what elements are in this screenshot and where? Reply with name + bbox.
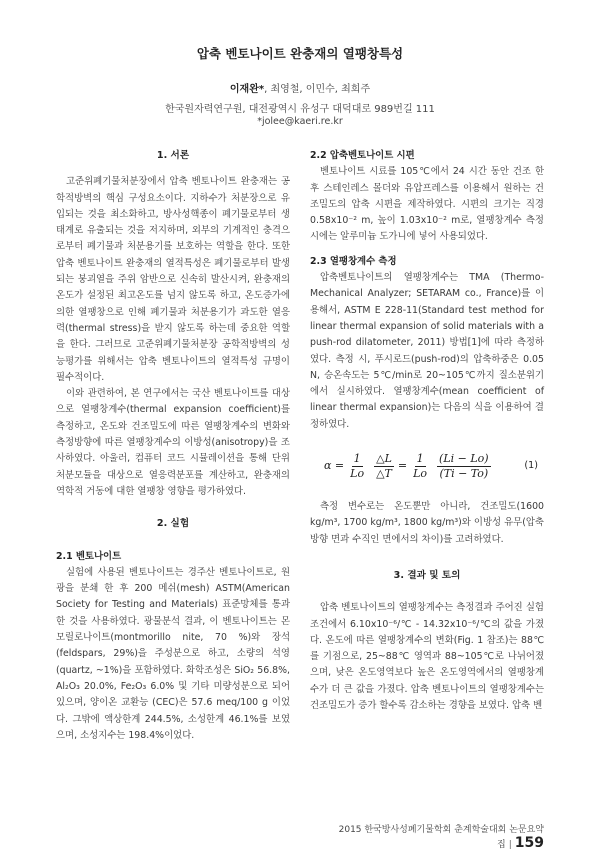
subsection-2-3-paragraph: 압축벤토나이트의 열팽창계수는 TMA (Thermo-Mechanical Analyzer; SETARAM co., France)를 이용해서, ASTM E 228-11(Standard test method for linear thermal expansion of solid materials with a push-rod dilatometer, 2011) 방법[1]에 따라 측정하였다. 측정 시, 푸시로드(push-rod)의 압축하중은 0.05 N, 승온속도는 5℃/min로 20~105℃까지 질소분위기에서 실시하였다. 열팽창계수(mean coefficient of linear thermal expansion)는 다음의 식을 이용하여 결정하였다. xyxy=(310,272,544,430)
subsection-heading-2-1: 2.1 벤토나이트 xyxy=(56,550,122,562)
co-authors: , 최영철, 이민수, 최희주 xyxy=(264,84,371,95)
section-heading-intro: 1. 서론 xyxy=(156,150,190,161)
footer-text: 2015 한국방사성폐기물학회 춘계학술대회 논문요약집 xyxy=(338,825,544,850)
equation-equals: = xyxy=(397,458,408,472)
right-column xyxy=(310,148,544,714)
subsection-2-2-paragraph: 벤토나이트 시료를 105℃에서 24 시간 동안 건조 한 후 스테인레스 몰더와 유압프레스를 이용해서 원하는 건조밀도의 압축 시편을 제작하였다. 시편의 크기는 직경 0.58x10⁻² m, 높이 1.03x10⁻² m로, 열팽창계수 측정 시에는 알루미늄 도가니에 넣어 사용되었다. xyxy=(310,166,544,243)
page-footer xyxy=(300,822,544,851)
section-heading-results: 3. 결과 및 토의 xyxy=(393,569,461,581)
page-number: 159 xyxy=(514,835,544,851)
fraction-1-over-lo-2: $\frac{1}{Lo}$ xyxy=(413,451,428,480)
affiliation: 한국원자력연구원, 대전광역시 유성구 대덕대로 989번길 111 xyxy=(165,104,435,115)
intro-paragraph-2: 이와 관련하여, 본 연구에서는 국산 벤토나이트를 대상으로 열팽창계수(thermal expansion coefficient)를 측정하고, 온도와 건조밀도에 따른 열팽창계수의 변화와 측정방향에 따른 열팽창계수의 이방성(anisotropy)을 조사하였다. 아울러, 컴퓨터 코드 시뮬레이션을 통해 단위 처분모듈을 대상으로 열응력분포를 계산하고, 완충재의 역학적 거동에 대한 열팽창 영향을 평가하였다. xyxy=(56,388,290,497)
fraction-1-over-lo: $\frac{1}{Lo}$ xyxy=(350,451,365,480)
equation-alpha: α = xyxy=(324,458,345,472)
subsection-heading-2-2: 2.2 압축벤토나이트 시편 xyxy=(310,150,415,161)
authors xyxy=(0,80,600,95)
subsection-2-3-paragraph-2: 측정 변수로는 온도뿐만 아니라, 건조밀도(1600 kg/m³, 1700 kg/m³, 1800 kg/m³)와 이방성 유무(압축방향 면과 수직인 면에서의 차이)를 고려하였다. xyxy=(310,501,544,545)
fraction-dl-over-dt: $\frac{\triangle L}{\triangle T}$ xyxy=(376,451,392,480)
subsection-heading-2-3: 2.3 열팽창계수 측정 xyxy=(310,255,397,267)
intro-paragraph-1: 고준위폐기물처분장에서 압축 벤토나이트 완충재는 공학적방벽의 핵심 구성요소이다. 지하수가 처분장으로 유입되는 것을 최소화하고, 방사성핵종이 폐기물로부터 생태계로 유출되는 것을 저지하며, 외부의 기계적인 충격으로부터 폐기물과 처분용기를 보호하는 역할을 한다. 또한 압축 벤토나이트 완충재의 열적특성은 폐기물로부터 발생되는 붕괴열을 주위 암반으로 신속히 발산시켜, 완충재의 온도가 설정된 최고온도를 넘지 않도록 하고, 온도증가에 의한 열팽창으로 인해 폐기물과 처분용기가 과도한 열응력(thermal stress)을 받지 않도록 하는데 중요한 역할을 한다. 그러므로 고준위폐기물처분장 공학적방벽의 성능평가를 위해서는 압축 벤토나이트의 열적특성 규명이 필수적이다. xyxy=(56,176,290,383)
page-title: 압축 벤토나이트 완충재의 열팽창특성 xyxy=(196,46,404,61)
subsection-2-1-paragraph: 실험에 사용된 벤토나이트는 경주산 벤토나이트로, 원광을 분쇄 한 후 200 메쉬(mesh) ASTM(American Society for Testing and Materials) 표준망체를 통과한 것을 사용하였다. 광물분석 결과, 이 벤토나이트는 몬모릴로나이트(montmorillo nite, 70 %)와 장석(feldspars, 29%)을 주성분으로 하고, 소량의 석영 (quartz, ~1%)을 포함하였다. 화학조성은 SiO₂ 56.8%, Al₂O₃ 20.0%, Fe₂O₃ 6.0% 및 기타 미량성분으로 되어 있으며, 양이온 교환능 (CEC)은 57.6 meq/100 g 이었다. 그밖에 액상한계 244.5%, 소성한계 46.1%를 보였으며, 소성지수는 198.4%이었다. xyxy=(56,566,290,741)
section-heading-experiment: 2. 실험 xyxy=(156,518,190,530)
lead-author: 이재완* xyxy=(229,84,265,95)
equation-number: (1) xyxy=(524,459,538,471)
fraction-length-over-temp: $\frac{(Li - Lo)}{(Ti - To)}$ xyxy=(439,451,489,480)
results-paragraph: 압축 벤토나이트의 열팽창계수는 측정결과 주어진 실험조건에서 6.10x10⁻⁶/℃ - 14.32x10⁻⁶/℃의 값을 가졌다. 온도에 따른 열팽창계수의 변화(Fig. 1 참조)는 88℃를 기점으로, 25~88℃ 영역과 88~105℃로 나뉘어졌으며, 낮은 온도영역보다 높은 온도영역에서의 열팽창계수가 더 큰 값을 가졌다. 압축 벤토나이트의 열팽창계수는 건조밀도가 증가 할수록 감소하는 경향을 보였다. 압축 벤 xyxy=(310,602,544,712)
email: *jolee@kaeri.re.kr xyxy=(257,116,343,127)
left-column xyxy=(56,148,290,744)
equation-1 xyxy=(310,441,544,491)
footer-separator: | xyxy=(508,840,512,850)
